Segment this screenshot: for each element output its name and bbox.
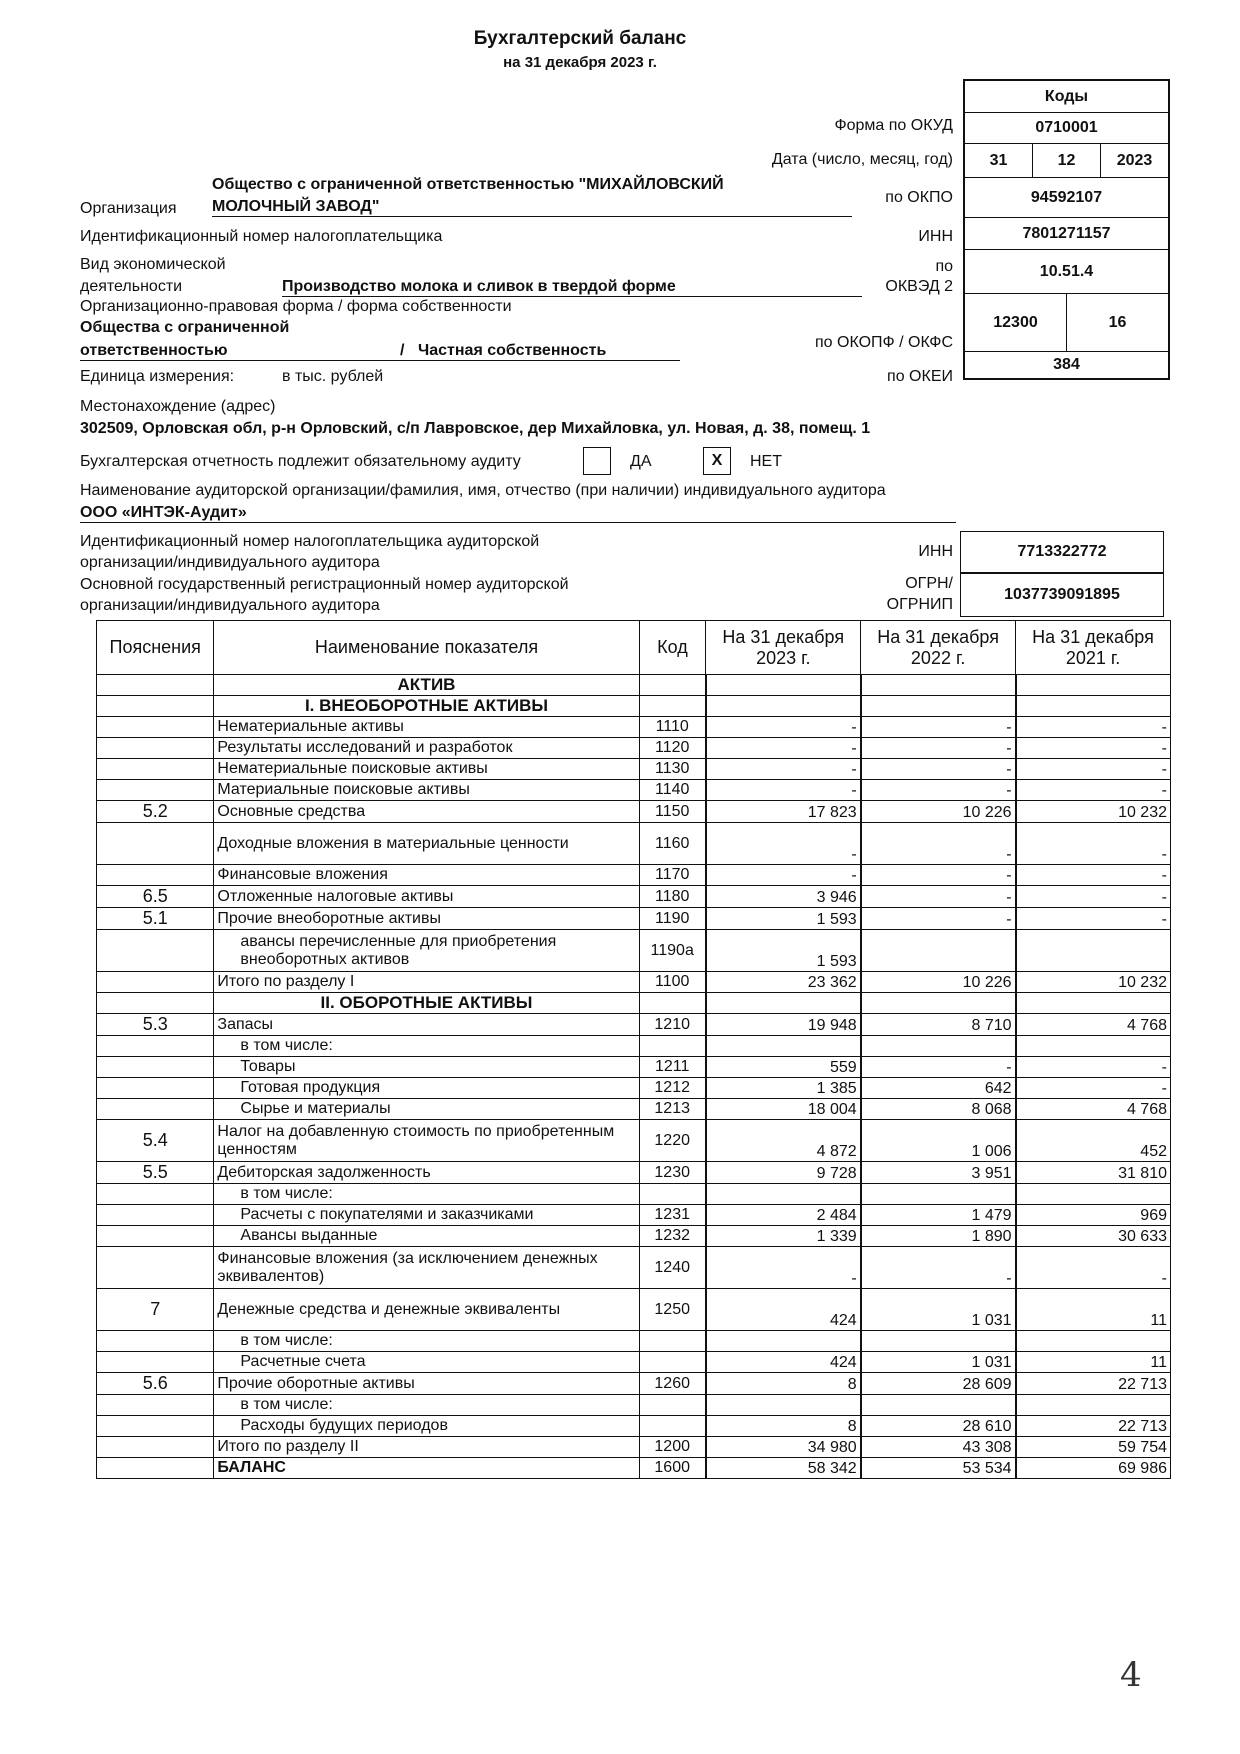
ownership-value: Частная собственность	[418, 342, 607, 359]
row-value-2021: -	[1016, 908, 1171, 930]
row-value-2023: 34 980	[706, 1437, 861, 1458]
row-explanation	[97, 1331, 214, 1352]
auditor-inn-label-1: Идентификационный номер налогоплательщика аудиторской	[80, 533, 540, 550]
row-name: АКТИВ	[214, 675, 639, 696]
row-name: Нематериальные поисковые активы	[214, 759, 639, 780]
col-header-2023: На 31 декабря 2023 г.	[706, 621, 861, 675]
row-name: Готовая продукция	[214, 1078, 639, 1099]
row-name: авансы перечисленные для приобретения внеоборотных активов	[214, 930, 639, 972]
okei-value: 384	[1053, 356, 1080, 373]
row-explanation: 5.5	[97, 1162, 214, 1184]
row-value-2022	[861, 1395, 1016, 1416]
row-value-2023	[706, 1184, 861, 1205]
row-value-2021	[1016, 1395, 1171, 1416]
row-name: Запасы	[214, 1014, 639, 1036]
auditor-name: ООО «ИНТЭК-Аудит»	[80, 504, 956, 523]
row-value-2021: 11	[1016, 1352, 1171, 1373]
row-explanation	[97, 1416, 214, 1437]
row-code: 1140	[639, 780, 706, 801]
table-row	[97, 993, 1171, 1014]
table-header-row	[97, 621, 1171, 675]
row-value-2023: 8	[706, 1416, 861, 1437]
row-value-2023: 559	[706, 1057, 861, 1078]
row-value-2021: 69 986	[1016, 1458, 1171, 1479]
okved-label-2: ОКВЭД 2	[885, 278, 953, 295]
row-code: 1211	[639, 1057, 706, 1078]
row-explanation	[97, 1036, 214, 1057]
row-value-2021: 10 232	[1016, 972, 1171, 993]
row-value-2022: -	[861, 1057, 1016, 1078]
row-code: 1130	[639, 759, 706, 780]
address-value: 302509, Орловская обл, р-н Орловский, с/п Лавровское, дер Михайловка, ул. Новая, д. 38, помещ. 1	[80, 420, 871, 437]
okved-value: 10.51.4	[1039, 262, 1094, 280]
table-row	[97, 1437, 1171, 1458]
row-code	[639, 1416, 706, 1437]
table-row	[97, 1205, 1171, 1226]
row-name: Основные средства	[214, 801, 639, 823]
row-explanation	[97, 993, 214, 1014]
unit-label: Единица измерения:	[80, 368, 235, 385]
row-value-2021	[1016, 696, 1171, 717]
row-value-2023: 424	[706, 1289, 861, 1331]
okud-value: 0710001	[1035, 119, 1098, 136]
unit-value: в тыс. рублей	[282, 368, 384, 385]
row-explanation	[97, 675, 214, 696]
row-name: Расчеты с покупателями и заказчиками	[214, 1205, 639, 1226]
row-code: 1213	[639, 1099, 706, 1120]
row-code: 1170	[639, 865, 706, 886]
row-name: Денежные средства и денежные эквиваленты	[214, 1289, 639, 1331]
row-value-2023: 18 004	[706, 1099, 861, 1120]
org-name-line2: МОЛОЧНЫЙ ЗАВОД"	[212, 198, 852, 217]
row-explanation	[97, 1352, 214, 1373]
col-header-2021: На 31 декабря 2021 г.	[1016, 621, 1171, 675]
row-value-2021: -	[1016, 823, 1171, 865]
row-name: Товары	[214, 1057, 639, 1078]
row-value-2022: 8 710	[861, 1014, 1016, 1036]
okfs-value: 16	[1108, 313, 1127, 331]
row-name: в том числе:	[214, 1036, 639, 1057]
row-value-2021: -	[1016, 738, 1171, 759]
row-code: 1240	[639, 1247, 706, 1289]
okopf-value: 12300	[965, 294, 1067, 351]
row-name: Нематериальные активы	[214, 717, 639, 738]
row-value-2021: -	[1016, 886, 1171, 908]
row-name: Прочие внеоборотные активы	[214, 908, 639, 930]
row-value-2023: 1 385	[706, 1078, 861, 1099]
row-name: Финансовые вложения (за исключением денежных эквивалентов)	[214, 1247, 639, 1289]
row-explanation: 7	[97, 1289, 214, 1331]
org-name-line1: Общество с ограниченной ответственностью "МИХАЙЛОВСКИЙ	[212, 176, 724, 193]
address-label: Местонахождение (адрес)	[80, 398, 276, 415]
row-value-2021: 11	[1016, 1289, 1171, 1331]
row-name: Расчетные счета	[214, 1352, 639, 1373]
activity-label-1: Вид экономической	[80, 256, 226, 273]
row-name: в том числе:	[214, 1184, 639, 1205]
date-year: 2023	[1116, 151, 1153, 169]
row-value-2022: -	[861, 1247, 1016, 1289]
table-row	[97, 1458, 1171, 1479]
row-explanation	[97, 1184, 214, 1205]
report-date: на 31 декабря 2023 г.	[503, 54, 657, 71]
date-day: 31	[965, 144, 1033, 177]
activity-value: Производство молока и сливок в твердой форме	[282, 278, 862, 297]
auditor-ogrn-label-2: организации/индивидуального аудитора	[80, 597, 380, 614]
auditor-label: Наименование аудиторской организации/фамилия, имя, отчество (при наличии) индивидуального аудитора	[80, 482, 886, 499]
row-code: 1200	[639, 1437, 706, 1458]
row-name: Итого по разделу II	[214, 1437, 639, 1458]
row-value-2023: 1 593	[706, 930, 861, 972]
row-value-2023: 8	[706, 1373, 861, 1395]
row-name: Авансы выданные	[214, 1226, 639, 1247]
inn-label: ИНН	[918, 228, 953, 245]
row-value-2021	[1016, 993, 1171, 1014]
row-code	[639, 1184, 706, 1205]
row-value-2021: -	[1016, 759, 1171, 780]
table-row	[97, 759, 1171, 780]
row-value-2021: 31 810	[1016, 1162, 1171, 1184]
row-value-2023: 1 339	[706, 1226, 861, 1247]
row-code: 1212	[639, 1078, 706, 1099]
row-value-2023	[706, 993, 861, 1014]
row-value-2022: 8 068	[861, 1099, 1016, 1120]
row-value-2023: -	[706, 823, 861, 865]
table-row	[97, 1226, 1171, 1247]
row-value-2023: 17 823	[706, 801, 861, 823]
row-code	[639, 696, 706, 717]
form-separator: /	[400, 342, 405, 359]
row-name: II. ОБОРОТНЫЕ АКТИВЫ	[214, 993, 639, 1014]
page-title: Бухгалтерский баланс	[473, 28, 687, 49]
row-value-2023: 23 362	[706, 972, 861, 993]
row-explanation: 5.6	[97, 1373, 214, 1395]
row-value-2023: 58 342	[706, 1458, 861, 1479]
row-code: 1100	[639, 972, 706, 993]
row-code: 1220	[639, 1120, 706, 1162]
row-explanation: 5.2	[97, 801, 214, 823]
row-value-2022	[861, 1184, 1016, 1205]
codes-title: Коды	[1044, 87, 1089, 105]
row-value-2023: 19 948	[706, 1014, 861, 1036]
row-value-2021: 452	[1016, 1120, 1171, 1162]
row-code: 1232	[639, 1226, 706, 1247]
row-value-2022: 10 226	[861, 801, 1016, 823]
table-row	[97, 1352, 1171, 1373]
row-value-2023: -	[706, 1247, 861, 1289]
row-code	[639, 675, 706, 696]
row-name: Финансовые вложения	[214, 865, 639, 886]
auditor-inn-code: ИНН	[918, 543, 953, 560]
row-value-2022: 642	[861, 1078, 1016, 1099]
row-value-2022: 1 031	[861, 1352, 1016, 1373]
row-value-2021: 22 713	[1016, 1416, 1171, 1437]
row-value-2022	[861, 675, 1016, 696]
row-value-2021: -	[1016, 1057, 1171, 1078]
row-explanation	[97, 823, 214, 865]
row-value-2022: -	[861, 717, 1016, 738]
row-explanation	[97, 780, 214, 801]
table-row	[97, 717, 1171, 738]
row-value-2021: 59 754	[1016, 1437, 1171, 1458]
inn-caption: Идентификационный номер налогоплательщика	[80, 228, 443, 245]
okopf-label: по ОКОПФ / ОКФС	[815, 334, 953, 351]
row-value-2021: 969	[1016, 1205, 1171, 1226]
row-value-2023: 2 484	[706, 1205, 861, 1226]
row-value-2022: 1 006	[861, 1120, 1016, 1162]
col-header-2022: На 31 декабря 2022 г.	[861, 621, 1016, 675]
row-value-2023: -	[706, 738, 861, 759]
row-code: 1180	[639, 886, 706, 908]
date-month: 12	[1033, 144, 1101, 177]
auditor-ogrn-value: 1037739091895	[960, 573, 1164, 617]
inn-value: 7801271157	[1022, 224, 1111, 242]
row-name: в том числе:	[214, 1395, 639, 1416]
row-name: Доходные вложения в материальные ценности	[214, 823, 639, 865]
okud-label: Форма по ОКУД	[834, 117, 953, 134]
okved-label-1: по	[935, 258, 953, 275]
table-row	[97, 1395, 1171, 1416]
row-code	[639, 1331, 706, 1352]
row-name: Налог на добавленную стоимость по приобретенным ценностям	[214, 1120, 639, 1162]
audit-no-label: НЕТ	[750, 453, 782, 470]
row-explanation	[97, 865, 214, 886]
table-row	[97, 823, 1171, 865]
row-explanation	[97, 717, 214, 738]
row-name: Прочие оборотные активы	[214, 1373, 639, 1395]
auditor-inn-value: 7713322772	[960, 531, 1164, 573]
row-code: 1250	[639, 1289, 706, 1331]
row-name: в том числе:	[214, 1331, 639, 1352]
row-value-2022: 1 479	[861, 1205, 1016, 1226]
row-value-2021	[1016, 930, 1171, 972]
row-explanation	[97, 930, 214, 972]
row-code	[639, 993, 706, 1014]
table-row	[97, 1120, 1171, 1162]
row-value-2021: 4 768	[1016, 1014, 1171, 1036]
row-value-2022	[861, 993, 1016, 1014]
row-value-2022: -	[861, 886, 1016, 908]
page-number: 4	[1120, 1655, 1142, 1695]
row-value-2021: -	[1016, 717, 1171, 738]
row-value-2022: 28 610	[861, 1416, 1016, 1437]
table-row	[97, 1184, 1171, 1205]
row-code	[639, 1395, 706, 1416]
row-name: БАЛАНС	[214, 1458, 639, 1479]
row-explanation	[97, 696, 214, 717]
table-row	[97, 675, 1171, 696]
row-value-2022	[861, 1036, 1016, 1057]
form-label: Организационно-правовая форма / форма собственности	[80, 298, 512, 315]
row-value-2022: 10 226	[861, 972, 1016, 993]
row-value-2021	[1016, 675, 1171, 696]
table-row	[97, 1373, 1171, 1395]
table-row	[97, 930, 1171, 972]
row-value-2023	[706, 675, 861, 696]
row-explanation	[97, 972, 214, 993]
row-value-2023: 424	[706, 1352, 861, 1373]
row-name: Отложенные налоговые активы	[214, 886, 639, 908]
table-row	[97, 972, 1171, 993]
col-header-code: Код	[639, 621, 706, 675]
row-value-2021: 22 713	[1016, 1373, 1171, 1395]
row-value-2022	[861, 696, 1016, 717]
row-explanation	[97, 759, 214, 780]
row-value-2023	[706, 696, 861, 717]
row-name: Материальные поисковые активы	[214, 780, 639, 801]
row-explanation: 6.5	[97, 886, 214, 908]
row-code: 1110	[639, 717, 706, 738]
row-name: Расходы будущих периодов	[214, 1416, 639, 1437]
row-value-2021	[1016, 1036, 1171, 1057]
row-code: 1231	[639, 1205, 706, 1226]
row-code	[639, 1036, 706, 1057]
codes-block	[963, 79, 1170, 380]
row-explanation: 5.3	[97, 1014, 214, 1036]
row-code: 1600	[639, 1458, 706, 1479]
row-value-2022: -	[861, 759, 1016, 780]
row-value-2023: 1 593	[706, 908, 861, 930]
form-line2: ответственностью	[80, 342, 228, 359]
date-label: Дата (число, месяц, год)	[771, 151, 953, 168]
balance-table	[96, 620, 1171, 1479]
col-header-name: Наименование показателя	[214, 621, 639, 675]
row-explanation	[97, 738, 214, 759]
row-value-2021	[1016, 1331, 1171, 1352]
row-name: Дебиторская задолженность	[214, 1162, 639, 1184]
auditor-ogrn-code-1: ОГРН/	[905, 575, 953, 592]
table-row	[97, 908, 1171, 930]
row-explanation	[97, 1437, 214, 1458]
form-line1: Общества с ограниченной	[80, 319, 290, 336]
okei-label: по ОКЕИ	[887, 368, 953, 385]
audit-no-checkbox[interactable]: X	[703, 447, 731, 475]
auditor-ogrn-code-2: ОГРНИП	[886, 596, 953, 613]
row-value-2022: 43 308	[861, 1437, 1016, 1458]
row-value-2022	[861, 1331, 1016, 1352]
row-code: 1160	[639, 823, 706, 865]
row-value-2023: -	[706, 717, 861, 738]
table-row	[97, 1036, 1171, 1057]
row-value-2023	[706, 1331, 861, 1352]
table-row	[97, 886, 1171, 908]
row-code	[639, 1352, 706, 1373]
okpo-label: по ОКПО	[885, 189, 953, 206]
row-code: 1190а	[639, 930, 706, 972]
row-explanation	[97, 1205, 214, 1226]
row-value-2022: -	[861, 908, 1016, 930]
row-explanation: 5.1	[97, 908, 214, 930]
row-value-2022: 53 534	[861, 1458, 1016, 1479]
row-value-2023	[706, 1395, 861, 1416]
row-code: 1210	[639, 1014, 706, 1036]
row-value-2022: 3 951	[861, 1162, 1016, 1184]
table-row	[97, 1416, 1171, 1437]
table-row	[97, 865, 1171, 886]
auditor-ogrn-label-1: Основной государственный регистрационный номер аудиторской	[80, 576, 569, 593]
row-value-2021: -	[1016, 1078, 1171, 1099]
row-value-2022: 28 609	[861, 1373, 1016, 1395]
audit-label: Бухгалтерская отчетность подлежит обязательному аудиту	[80, 453, 521, 470]
table-row	[97, 1247, 1171, 1289]
row-explanation	[97, 1057, 214, 1078]
col-header-exp: Пояснения	[97, 621, 214, 675]
row-code: 1230	[639, 1162, 706, 1184]
row-explanation	[97, 1395, 214, 1416]
org-label: Организация	[80, 200, 177, 217]
row-name: Итого по разделу I	[214, 972, 639, 993]
row-code: 1260	[639, 1373, 706, 1395]
activity-label-2: деятельности	[80, 278, 183, 295]
row-value-2022: -	[861, 823, 1016, 865]
row-value-2021: -	[1016, 865, 1171, 886]
auditor-inn-label-2: организации/индивидуального аудитора	[80, 554, 380, 571]
table-row	[97, 1162, 1171, 1184]
audit-yes-checkbox[interactable]	[583, 447, 611, 475]
row-value-2022: 1 031	[861, 1289, 1016, 1331]
okpo-value: 94592107	[1030, 188, 1103, 206]
row-value-2023: 3 946	[706, 886, 861, 908]
row-value-2023: 9 728	[706, 1162, 861, 1184]
row-explanation	[97, 1078, 214, 1099]
row-explanation	[97, 1247, 214, 1289]
row-value-2023: 4 872	[706, 1120, 861, 1162]
row-name: I. ВНЕОБОРОТНЫЕ АКТИВЫ	[214, 696, 639, 717]
row-value-2022: -	[861, 738, 1016, 759]
row-code: 1150	[639, 801, 706, 823]
row-value-2023	[706, 1036, 861, 1057]
row-code: 1190	[639, 908, 706, 930]
row-value-2021: -	[1016, 1247, 1171, 1289]
row-value-2021	[1016, 1184, 1171, 1205]
row-value-2021: 4 768	[1016, 1099, 1171, 1120]
row-explanation	[97, 1226, 214, 1247]
table-row	[97, 1099, 1171, 1120]
row-name: Результаты исследований и разработок	[214, 738, 639, 759]
row-value-2023: -	[706, 780, 861, 801]
row-value-2022: 1 890	[861, 1226, 1016, 1247]
row-name: Сырье и материалы	[214, 1099, 639, 1120]
table-row	[97, 1289, 1171, 1331]
table-row	[97, 1014, 1171, 1036]
row-explanation	[97, 1458, 214, 1479]
table-row	[97, 780, 1171, 801]
row-value-2023: -	[706, 759, 861, 780]
table-row	[97, 801, 1171, 823]
row-value-2022: -	[861, 780, 1016, 801]
row-value-2022	[861, 930, 1016, 972]
table-row	[97, 1331, 1171, 1352]
table-row	[97, 738, 1171, 759]
table-row	[97, 696, 1171, 717]
audit-yes-label: ДА	[630, 453, 652, 470]
row-explanation	[97, 1099, 214, 1120]
table-row	[97, 1057, 1171, 1078]
table-row	[97, 1078, 1171, 1099]
row-value-2022: -	[861, 865, 1016, 886]
row-explanation: 5.4	[97, 1120, 214, 1162]
row-value-2021: -	[1016, 780, 1171, 801]
row-value-2021: 30 633	[1016, 1226, 1171, 1247]
row-value-2023: -	[706, 865, 861, 886]
row-value-2021: 10 232	[1016, 801, 1171, 823]
row-code: 1120	[639, 738, 706, 759]
